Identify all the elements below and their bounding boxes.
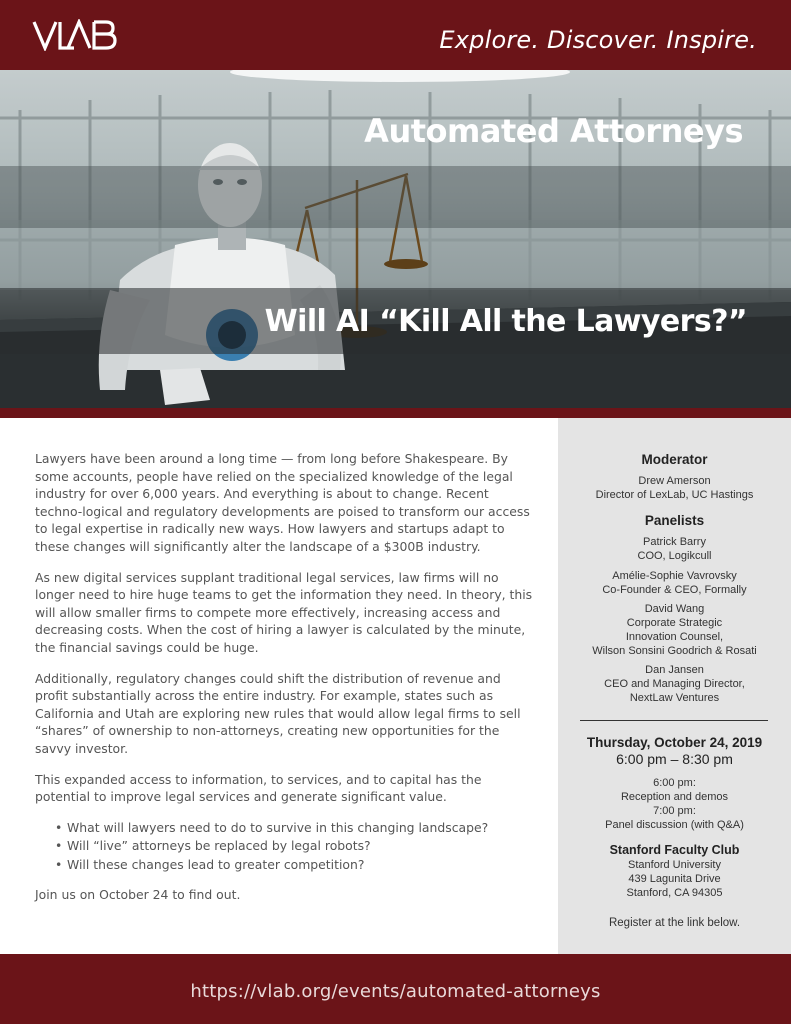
panelist-title: COO, Logikcull: [637, 550, 712, 562]
schedule-item: Panel discussion (with Q&A): [605, 819, 744, 831]
schedule-item: Reception and demos: [620, 791, 728, 803]
closing-line: Join us on October 24 to find out.: [35, 887, 241, 903]
schedule-time: 7:00 pm:: [653, 805, 696, 817]
event-title: Automated Attorneys: [364, 112, 743, 150]
description-paragraph: Lawyers have been around a long time — from long before Shakespeare. By some accounts, people have relied on the specialized knowledge of the legal industry for over 6,000 years. And everything is about to change. Recent techno-logical and regulatory developments are poised to transform our access to legal expertise in radically new ways. How lawyers and startups adapt to these changes will significantly alter the landscape of a $300B industry.: [35, 451, 530, 554]
question-list: [55, 819, 535, 874]
venue-line: Stanford, CA 94305: [626, 887, 723, 899]
venue-line: Stanford University: [628, 859, 721, 871]
event-details-sidebar: [558, 418, 791, 954]
moderator-title: Director of LexLab, UC Hastings: [595, 489, 754, 501]
panelist-name: Dan Jansen: [645, 664, 704, 676]
venue-line: 439 Lagunita Drive: [628, 873, 721, 885]
accent-divider: [0, 408, 791, 418]
register-note: Register at the link below.: [608, 917, 741, 929]
panelist-title: Co-Founder & CEO, Formally: [602, 584, 747, 596]
panelist-title: Innovation Counsel,: [625, 631, 724, 643]
moderator-name: Drew Amerson: [638, 475, 711, 487]
sidebar-divider: [580, 720, 768, 721]
hero-banner: [0, 70, 791, 410]
panelist-name: Patrick Barry: [643, 536, 706, 548]
panelist-title: Wilson Sonsini Goodrich & Rosati: [592, 645, 757, 657]
venue-name: Stanford Faculty Club: [609, 843, 740, 857]
vlab-logo: [32, 19, 118, 51]
header-bar: [0, 0, 791, 70]
footer-bar: [0, 954, 791, 1024]
description-paragraph: This expanded access to information, to services, and to capital has the potential to improve legal services and generate significant value.: [35, 771, 482, 805]
event-time: 6:00 pm – 8:30 pm: [616, 751, 733, 767]
event-subtitle: Will AI “Kill All the Lawyers?”: [264, 304, 747, 339]
description-paragraph: As new digital services supplant traditional legal services, law firms will no longer need to hire huge teams to get the information they need. In theory, this will allow smaller firms to compete more effectively, increasing access and decreasing costs. When the cost of hiring a lawyer is calculated by the minute, the financial savings could be huge.: [35, 569, 533, 655]
question-item: • Will “live” attorneys be replaced by legal robots?: [55, 837, 535, 855]
title-band: [0, 166, 791, 228]
panelist-name: David Wang: [644, 603, 705, 615]
panelist-title: CEO and Managing Director,: [604, 678, 745, 690]
question-item: • Will these changes lead to greater competition?: [55, 856, 535, 874]
description-paragraph: Additionally, regulatory changes could shift the distribution of revenue and profit substantially across the entire industry. For example, states such as California and Utah are exploring new rules that would allow legal firms to sell “shares” of ownership to non-attorneys, creating new opportunities for the savvy investor.: [35, 670, 521, 756]
panelist-title: NextLaw Ventures: [629, 692, 720, 704]
schedule-time: 6:00 pm:: [653, 777, 696, 789]
panelist-title: Corporate Strategic: [626, 617, 723, 629]
tagline: Explore. Discover. Inspire.: [439, 26, 757, 54]
moderator-heading: Moderator: [641, 452, 708, 467]
question-item: • What will lawyers need to do to survive in this changing landscape?: [55, 819, 535, 837]
panelist-name: Amélie-Sophie Vavrovsky: [612, 570, 737, 582]
event-url-link[interactable]: https://vlab.org/events/automated-attorneys: [190, 981, 601, 1002]
event-date: Thursday, October 24, 2019: [586, 735, 763, 750]
panelists-heading: Panelists: [644, 513, 705, 528]
event-description: [35, 450, 535, 917]
